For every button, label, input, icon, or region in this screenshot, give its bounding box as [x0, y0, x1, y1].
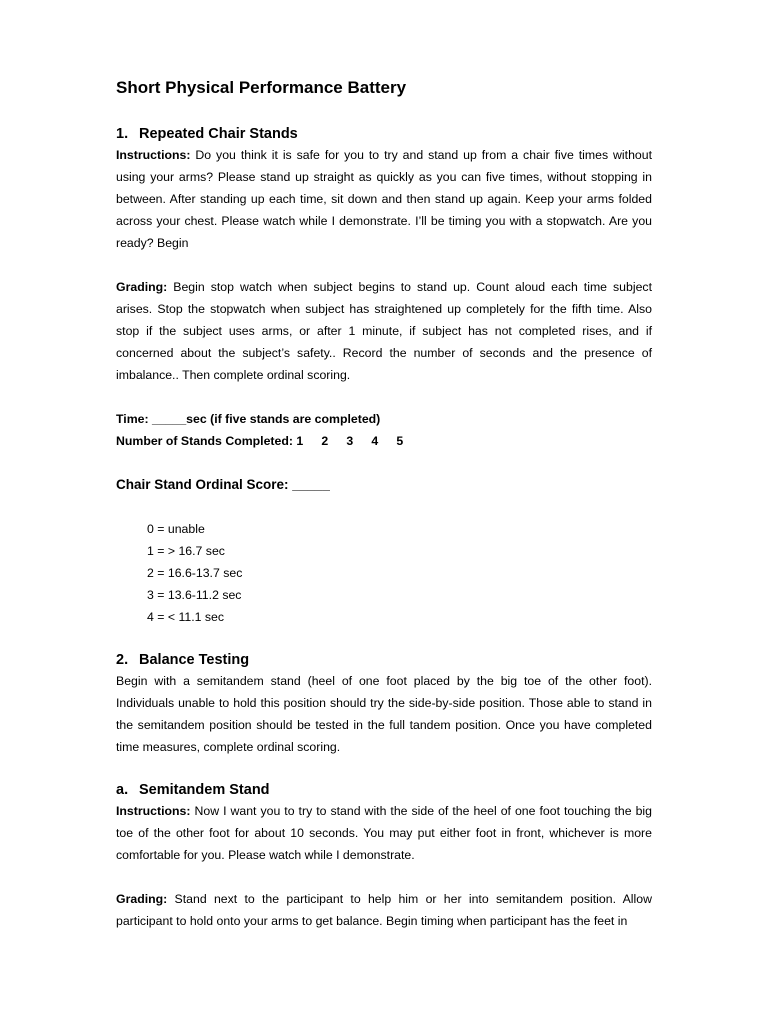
- stands-option: 3: [346, 434, 354, 448]
- chair-stand-score-heading: Chair Stand Ordinal Score: _____: [116, 477, 330, 492]
- spacer: [116, 758, 652, 780]
- chair-stands-instructions: [116, 144, 652, 254]
- spacer: [116, 254, 652, 276]
- grading-text: Stand next to the participant to help him or her into semitandem position. Allow participant to hold onto your arms to get balance. Begin timing when participant has the feet in: [116, 892, 652, 928]
- stands-option: 1: [296, 434, 304, 448]
- chair-stand-score-list: [116, 518, 652, 628]
- semitandem-instructions: [116, 800, 652, 866]
- grading-text: Begin stop watch when subject begins to stand up. Count aloud each time subject arises. Stop the stopwatch when subject has straightened up completely for the fifth time. Also stop if the subject uses arms, or after 1 minute, if subject has not completed rises, and if concerned about the subject’s safety.. Record the number of seconds and the presence of imbalance.. Then complete ordinal scoring.: [116, 280, 652, 382]
- score-item: 0 = unable: [147, 522, 205, 536]
- stands-completed-line: [116, 430, 652, 452]
- instructions-text: Now I want you to try to stand with the side of the heel of one foot touching the big toe of the other foot for about 10 seconds. You may put either foot in front, whichever is more comfortable for you. Please watch while I demonstrate.: [116, 804, 652, 862]
- section-number: a.: [116, 782, 129, 798]
- stands-completed-label: Number of Stands Completed:: [116, 434, 293, 448]
- spacer: [116, 386, 652, 408]
- instructions-label: Instructions:: [116, 148, 191, 162]
- section-title: Repeated Chair Stands: [139, 126, 298, 142]
- spacer: [116, 496, 652, 518]
- semitandem-grading: [116, 888, 652, 932]
- stands-option: 5: [396, 434, 404, 448]
- score-item: 3 = 13.6-11.2 sec: [147, 588, 242, 602]
- instructions-label: Instructions:: [116, 804, 191, 818]
- stands-option: 2: [321, 434, 329, 448]
- section-heading-chair-stands: [116, 124, 652, 144]
- section-number: 2.: [116, 652, 129, 668]
- spacer: [116, 452, 652, 474]
- time-line: Time: _____sec (if five stands are completed): [116, 412, 381, 426]
- balance-testing-intro: Begin with a semitandem stand (heel of one foot placed by the big toe of the other foot). Individuals unable to hold this position should try the side-by-side position. Those able to stand in the semitandem position should be tested in the full tandem position. Once you have completed time measures, complete ordinal scoring.: [116, 674, 652, 754]
- spacer: [116, 866, 652, 888]
- grading-label: Grading:: [116, 892, 168, 906]
- document-title: Short Physical Performance Battery: [116, 78, 407, 97]
- score-item: 4 = < 11.1 sec: [147, 610, 225, 624]
- chair-stands-grading: [116, 276, 652, 386]
- score-item: 2 = 16.6-13.7 sec: [147, 566, 243, 580]
- section-heading-balance-testing: [116, 650, 652, 670]
- section-title: Balance Testing: [139, 652, 250, 668]
- section-title: Semitandem Stand: [139, 782, 270, 798]
- instructions-text: Do you think it is safe for you to try and stand up from a chair five times without using your arms? Please stand up straight as quickly as you can five times, without stopping in between. After standing up each time, sit down and then stand up again. Keep your arms folded across your chest. Please watch while I demonstrate. I’ll be timing you with a stopwatch. Are you ready? Begin: [116, 148, 652, 250]
- spacer: [116, 102, 652, 124]
- stands-option: 4: [371, 434, 379, 448]
- score-item: 1 = > 16.7 sec: [147, 544, 225, 558]
- section-heading-semitandem-stand: [116, 780, 652, 800]
- grading-label: Grading:: [116, 280, 168, 294]
- document-page: [116, 76, 652, 932]
- spacer: [116, 628, 652, 650]
- section-number: 1.: [116, 126, 129, 142]
